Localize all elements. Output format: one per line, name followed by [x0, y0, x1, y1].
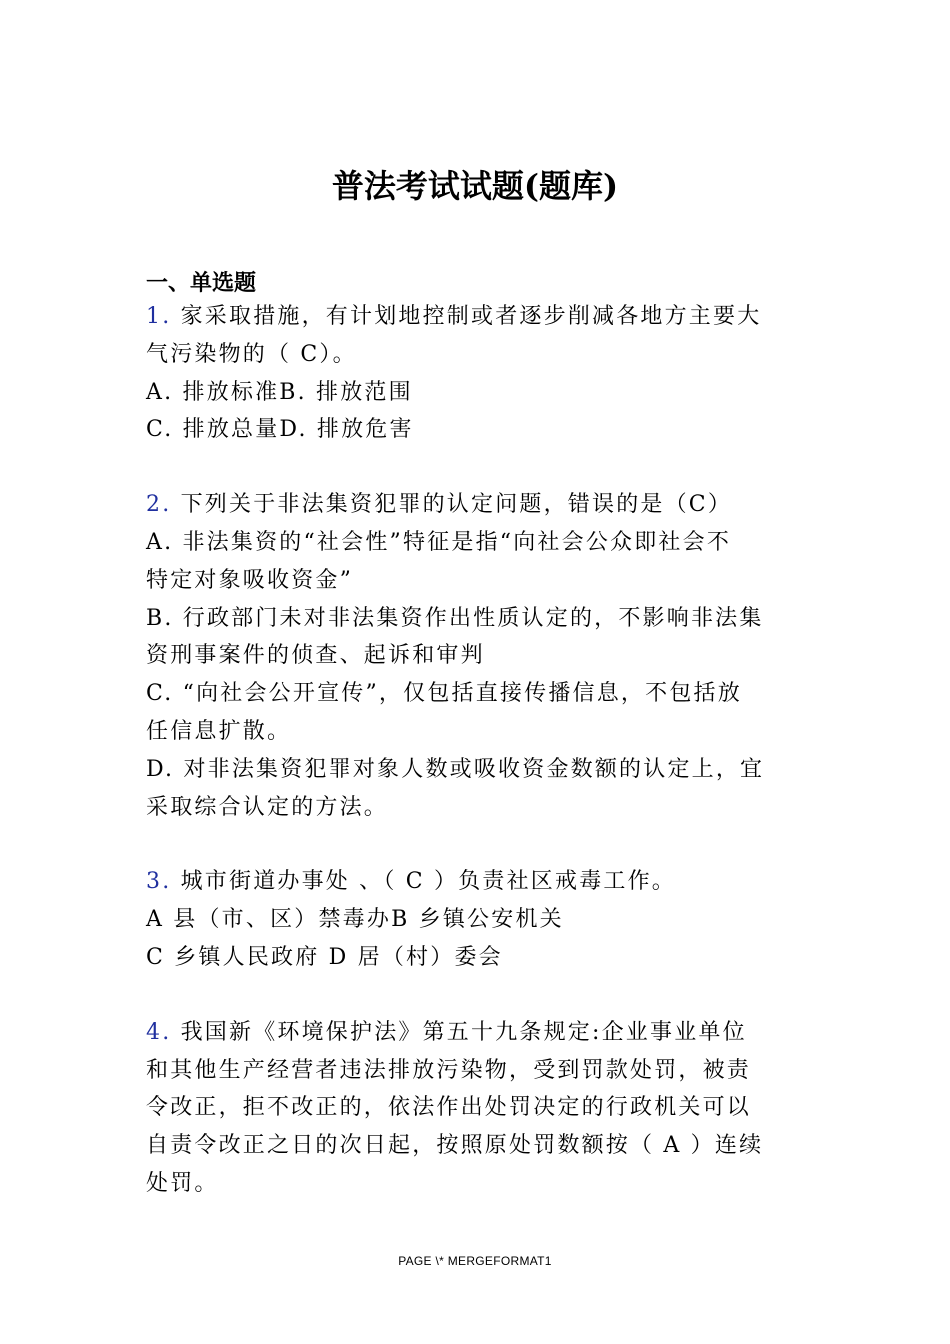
option-line: 资刑事案件的侦查、起诉和审判: [146, 643, 485, 669]
option-line: A. 排放标准B. 排放范围: [146, 379, 413, 405]
question-2: [146, 486, 808, 826]
option-line: A. 非法集资的“社会性”特征是指“向社会公众即社会不: [146, 529, 732, 555]
question-4: [146, 1014, 808, 1203]
option-line: D. 对非法集资犯罪对象人数或吸收资金数额的认定上，宜: [146, 756, 765, 782]
question-number: 2.: [146, 492, 172, 518]
question-number: 1.: [146, 304, 172, 329]
option-line: A 县（市、区）禁毒办B 乡镇公安机关: [146, 907, 564, 933]
question-1: [146, 298, 808, 449]
option-line: C 乡镇人民政府 D 居（村）委会: [146, 944, 503, 970]
question-3: [146, 863, 808, 976]
document-title: 普法考试试题(题库): [331, 167, 619, 205]
section-heading: 一、单选题: [146, 271, 257, 296]
question-line: [146, 1014, 808, 1052]
question-line: [146, 298, 808, 336]
question-line: 和其他生产经营者违法排放污染物，受到罚款处罚，被责: [146, 1057, 752, 1083]
question-text: 家采取措施，有计划地控制或者逐步削减各地方主要大: [180, 304, 762, 329]
option-line: 特定对象吸收资金”: [146, 567, 354, 593]
option-line: B. 行政部门未对非法集资作出性质认定的，不影响非法集: [146, 605, 764, 631]
question-line: 气污染物的（ C）。: [146, 341, 357, 367]
question-line: 令改正，拒不改正的，依法作出处罚决定的行政机关可以: [146, 1095, 752, 1121]
question-text: 我国新《环境保护法》第五十九条规定:企业事业单位: [180, 1019, 747, 1045]
option-line: 任信息扩散。: [146, 718, 292, 744]
question-line: [146, 486, 808, 524]
option-line: C. “向社会公开宣传”，仅包括直接传播信息，不包括放: [146, 681, 742, 707]
question-line: 自责令改正之日的次日起，按照原处罚数额按（ A ）连续: [146, 1133, 764, 1159]
page-footer: PAGE \* MERGEFORMAT1: [398, 1254, 552, 1268]
question-line: [146, 863, 808, 901]
question-list: [146, 298, 808, 1240]
option-line: 采取综合认定的方法。: [146, 794, 389, 820]
question-number: 3.: [146, 869, 172, 895]
question-text: 下列关于非法集资犯罪的认定问题，错误的是（C）: [180, 492, 733, 518]
question-line: 处罚。: [146, 1170, 219, 1196]
question-text: 城市街道办事处 、（ C ）负责社区戒毒工作。: [180, 869, 677, 895]
option-line: C. 排放总量D. 排放危害: [146, 417, 414, 443]
question-number: 4.: [146, 1019, 172, 1045]
